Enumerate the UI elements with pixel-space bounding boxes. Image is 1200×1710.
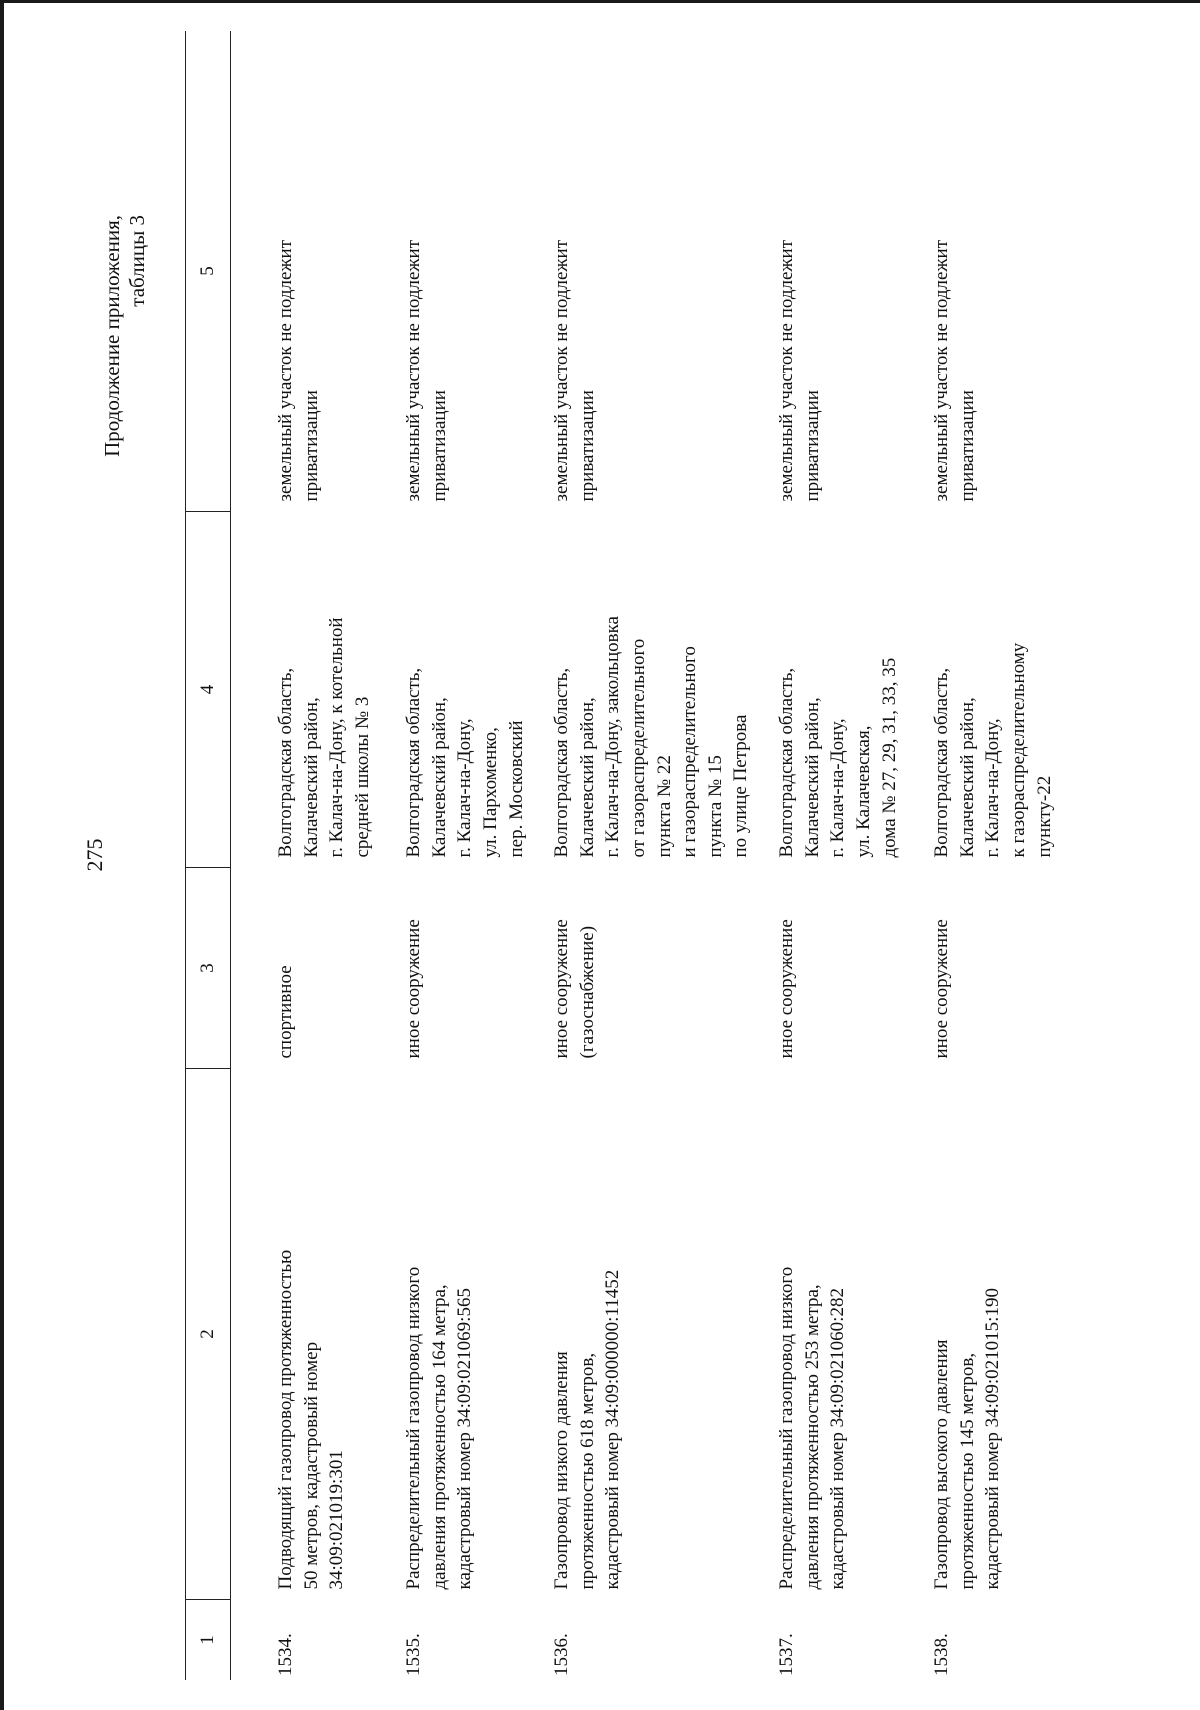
page-frame-top [0, 0, 1200, 3]
object-name-cell [401, 1069, 549, 1600]
object-name: Подводящий газопровод протяженностью 50 метров, кадастровый номер 34:09:021019:301 [275, 1249, 348, 1590]
object-name-cell [231, 1069, 402, 1600]
address-cell [549, 512, 774, 868]
object-name: Распределительный газопровод низкого давления протяженностью 253 метра, кадастровый номер 34:09:021060:282 [776, 1266, 849, 1590]
column-header-3: 3 [186, 868, 231, 1069]
row-number-cell: 1538. [931, 1633, 952, 1676]
note: земельный участок не подлежит приватизации [931, 239, 978, 502]
address: Волгоградская область, Калачевский район, г. Калач-на-Дону, к газораспределительному пункту-22 [931, 642, 1055, 858]
continuation-line-1: Продолжение приложения, [99, 215, 124, 457]
note: земельный участок не подлежит приватизации [403, 239, 450, 502]
purpose: иное сооружение [931, 919, 952, 1059]
purpose-cell [231, 868, 402, 1069]
note: земельный участок не подлежит приватизации [776, 239, 823, 502]
address: Волгоградская область, Калачевский район, г. Калач-на-Дону, закольцовка от газораспределительного пункта № 22 и газораспределительного пункта № 15 по улице Петрова [551, 616, 752, 858]
purpose-cell [774, 868, 929, 1069]
table-row [401, 31, 549, 1680]
note-cell [231, 31, 402, 512]
column-header-2: 2 [186, 1069, 231, 1600]
purpose: иное сооружение [776, 919, 797, 1059]
column-header-5: 5 [186, 31, 231, 512]
address-cell [231, 512, 402, 868]
continuation-line-2: таблицы 3 [125, 215, 149, 307]
object-name-cell [549, 1069, 774, 1600]
table-row [231, 31, 402, 1680]
object-name: Газопровод низкого давления протяженностью 618 метров, кадастровый номер 34:09:000000:11452 [551, 1269, 624, 1590]
object-name-cell [929, 1069, 1097, 1600]
row-number-cell: 1536. [551, 1633, 572, 1676]
object-name: Газопровод высокого давления протяженностью 145 метров, кадастровый номер 34:09:021015:190 [931, 1288, 1004, 1590]
address: Волгоградская область, Калачевский район, г. Калач-на-Дону, ул. Пархоменко, пер. Московский [403, 667, 527, 858]
address: Волгоградская область, Калачевский район, г. Калач-на-Дону, ул. Калачевская, дома № 27, 29, 31, 33, 35 [776, 657, 900, 858]
table-row [774, 31, 929, 1680]
column-number-row [186, 31, 231, 1680]
purpose: спортивное [275, 965, 296, 1059]
column-header-4: 4 [186, 512, 231, 868]
purpose-cell [401, 868, 549, 1069]
object-name-cell [774, 1069, 929, 1600]
table-row [549, 31, 774, 1680]
page-frame-left [0, 0, 4, 1710]
purpose: иное сооружение (газоснабжение) [551, 919, 598, 1059]
address: Волгоградская область, Калачевский район, г. Калач-на-Дону, к котельной средней школы № 3 [275, 617, 373, 858]
note: земельный участок не подлежит приватизации [275, 239, 322, 502]
address-cell [774, 512, 929, 868]
note-cell [401, 31, 549, 512]
note-cell [549, 31, 774, 512]
note-cell [929, 31, 1097, 512]
row-number-cell: 1534. [275, 1633, 296, 1676]
column-header-1: 1 [186, 1600, 231, 1681]
purpose-cell [929, 868, 1097, 1069]
rotated-table-sheet [185, 35, 1185, 1680]
purpose-cell [549, 868, 774, 1069]
address-cell [929, 512, 1097, 868]
note: земельный участок не подлежит приватизации [551, 239, 598, 502]
address-cell [401, 512, 549, 868]
continuation-note [100, 215, 150, 575]
note-cell [774, 31, 929, 512]
object-name: Распределительный газопровод низкого давления протяженностью 164 метра, кадастровый номер 34:09:021069:565 [403, 1266, 476, 1590]
row-number-cell: 1537. [776, 1633, 797, 1676]
page-number: 275 [82, 838, 107, 872]
row-number-cell: 1535. [403, 1633, 424, 1676]
table-row [929, 31, 1097, 1680]
purpose: иное сооружение [403, 919, 424, 1059]
property-table [185, 31, 1097, 1680]
